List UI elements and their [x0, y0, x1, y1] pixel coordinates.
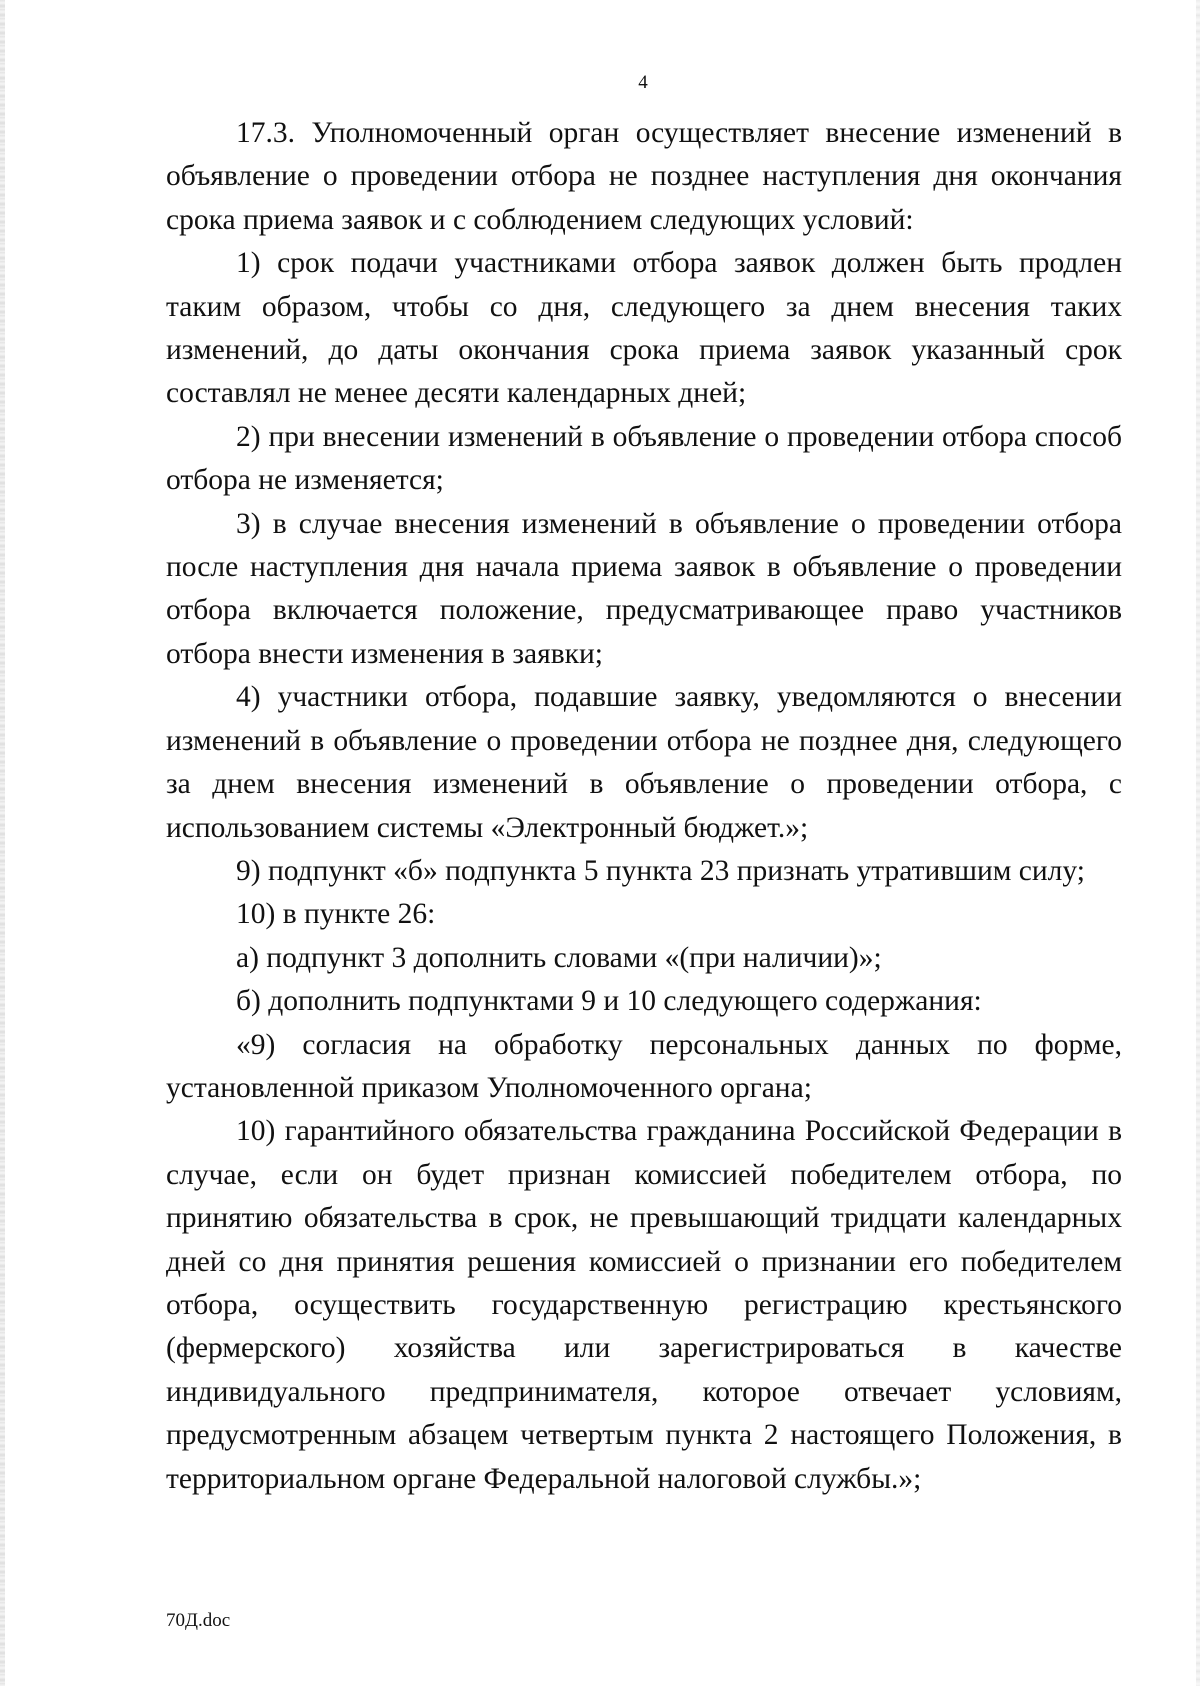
paragraph-17-3: 17.3. Уполномоченный орган осуществляет внесение изменений в объявление о проведении отбора не позднее наступления дня окончания срока приема заявок и с соблюдением следующих условий:	[166, 117, 1122, 236]
paragraph-item-2: 2) при внесении изменений в объявление о проведении отбора способ отбора не изменяется;	[166, 420, 1122, 497]
paragraph-item-4: 4) участники отбора, подавшие заявку, уведомляются о внесении изменений в объявление о проведении отбора не позднее дня, следующего за днем внесения изменений в объявление о проведении отбора, с использованием системы «Электронный бюджет.»;	[166, 681, 1122, 844]
scan-edge-right	[1196, 0, 1200, 1686]
paragraph-item-10: 10) в пункте 26:	[236, 898, 436, 931]
paragraph-subitem-b: б) дополнить подпунктами 9 и 10 следующего содержания:	[236, 985, 982, 1018]
paragraph-quote-10: 10) гарантийного обязательства гражданина Российской Федерации в случае, если он будет признан комиссией победителем отбора, по принятию обязательства в срок, не превышающий тридцати календарных дней со дня принятия решения комиссией о признании его победителем отбора, осуществить государственную регистрацию крестьянского (фермерского) хозяйства или зарегистрироваться в качестве индивидуального предпринимателя, которое отвечает условиям, предусмотренным абзацем четвертым пункта 2 настоящего Положения, в территориальном органе Федеральной налоговой службы.»;	[166, 1115, 1122, 1495]
paragraph-item-1: 1) срок подачи участниками отбора заявок должен быть продлен таким образом, чтобы со дня, следующего за днем внесения таких изменений, до даты окончания срока приема заявок указанный срок составлял не менее десяти календарных дней;	[166, 247, 1122, 410]
page-number: 4	[638, 72, 648, 93]
scan-edge-left	[0, 0, 5, 1686]
paragraph-quote-9: «9) согласия на обработку персональных данных по форме, установленной приказом Уполномоченного органа;	[166, 1028, 1122, 1104]
document-body	[166, 112, 1122, 1501]
paragraph-item-9: 9) подпункт «б» подпункта 5 пункта 23 признать утратившим силу;	[236, 854, 1085, 887]
paragraph-subitem-a: а) подпункт 3 дополнить словами «(при наличии)»;	[236, 941, 882, 974]
paragraph-item-3: 3) в случае внесения изменений в объявление о проведении отбора после наступления дня начала приема заявок в объявление о проведении отбора включается положение, предусматривающее право участников отбора внести изменения в заявки;	[166, 507, 1122, 670]
footer-filename: 70Д.doc	[166, 1610, 231, 1631]
